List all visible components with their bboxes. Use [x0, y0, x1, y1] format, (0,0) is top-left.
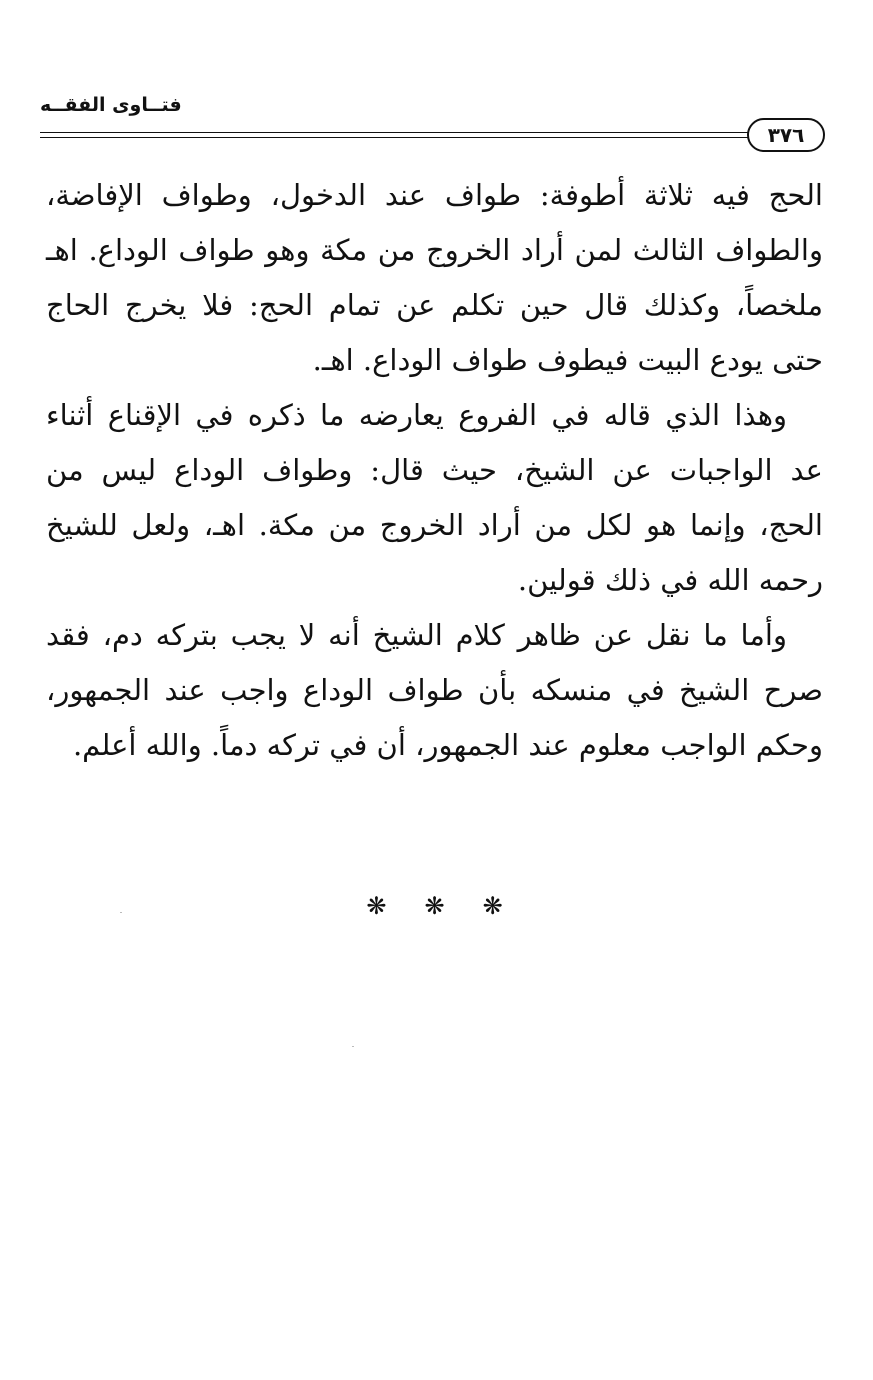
page-number-badge: ٣٧٦ [747, 118, 825, 152]
asterism-star-icon: ❋ [366, 892, 387, 920]
asterism-star-icon: ❋ [482, 892, 503, 920]
text-line: رحمه الله في ذلك قولين. [517, 563, 823, 597]
text-line: الحج فيه ثلاثة أطوفة: طواف عند الدخول، وطواف الإفاضة، [46, 178, 823, 212]
paragraph-2 [46, 388, 823, 608]
text-line: ملخصاً، وكذلك قال حين تكلم عن تمام الحج: فلا يخرج الحاج [46, 288, 823, 322]
paragraph-3 [46, 608, 823, 773]
page-body [46, 168, 823, 920]
running-header [40, 88, 825, 158]
section-separator [46, 886, 823, 926]
text-line: وحكم الواجب معلوم عند الجمهور، أن في تركه دماً. والله أعلم. [72, 728, 823, 762]
book-title: فتــاوى الفقــه [40, 94, 182, 116]
scan-speck [352, 1046, 354, 1047]
header-rule [40, 132, 755, 133]
header-rule-thin [40, 137, 755, 138]
text-line: والطواف الثالث لمن أراد الخروج من مكة وهو طواف الوداع. اهـ [46, 233, 823, 267]
text-line: عد الواجبات عن الشيخ، حيث قال: وطواف الوداع ليس من [46, 453, 823, 487]
text-line: حتى يودع البيت فيطوف طواف الوداع. اهـ. [312, 343, 823, 377]
text-line: وهذا الذي قاله في الفروع يعارضه ما ذكره في الإقناع أثناء [46, 398, 787, 432]
paragraph-1 [46, 168, 823, 388]
text-line: وأما ما نقل عن ظاهر كلام الشيخ أنه لا يجب بتركه دم، فقد [46, 618, 787, 652]
scan-speck [120, 912, 122, 913]
text-line: الحج، وإنما هو لكل من أراد الخروج من مكة. اهـ، ولعل للشيخ [46, 508, 823, 542]
text-line: صرح الشيخ في منسكه بأن طواف الوداع واجب عند الجمهور، [46, 673, 823, 707]
asterism-star-icon: ❋ [424, 892, 445, 920]
